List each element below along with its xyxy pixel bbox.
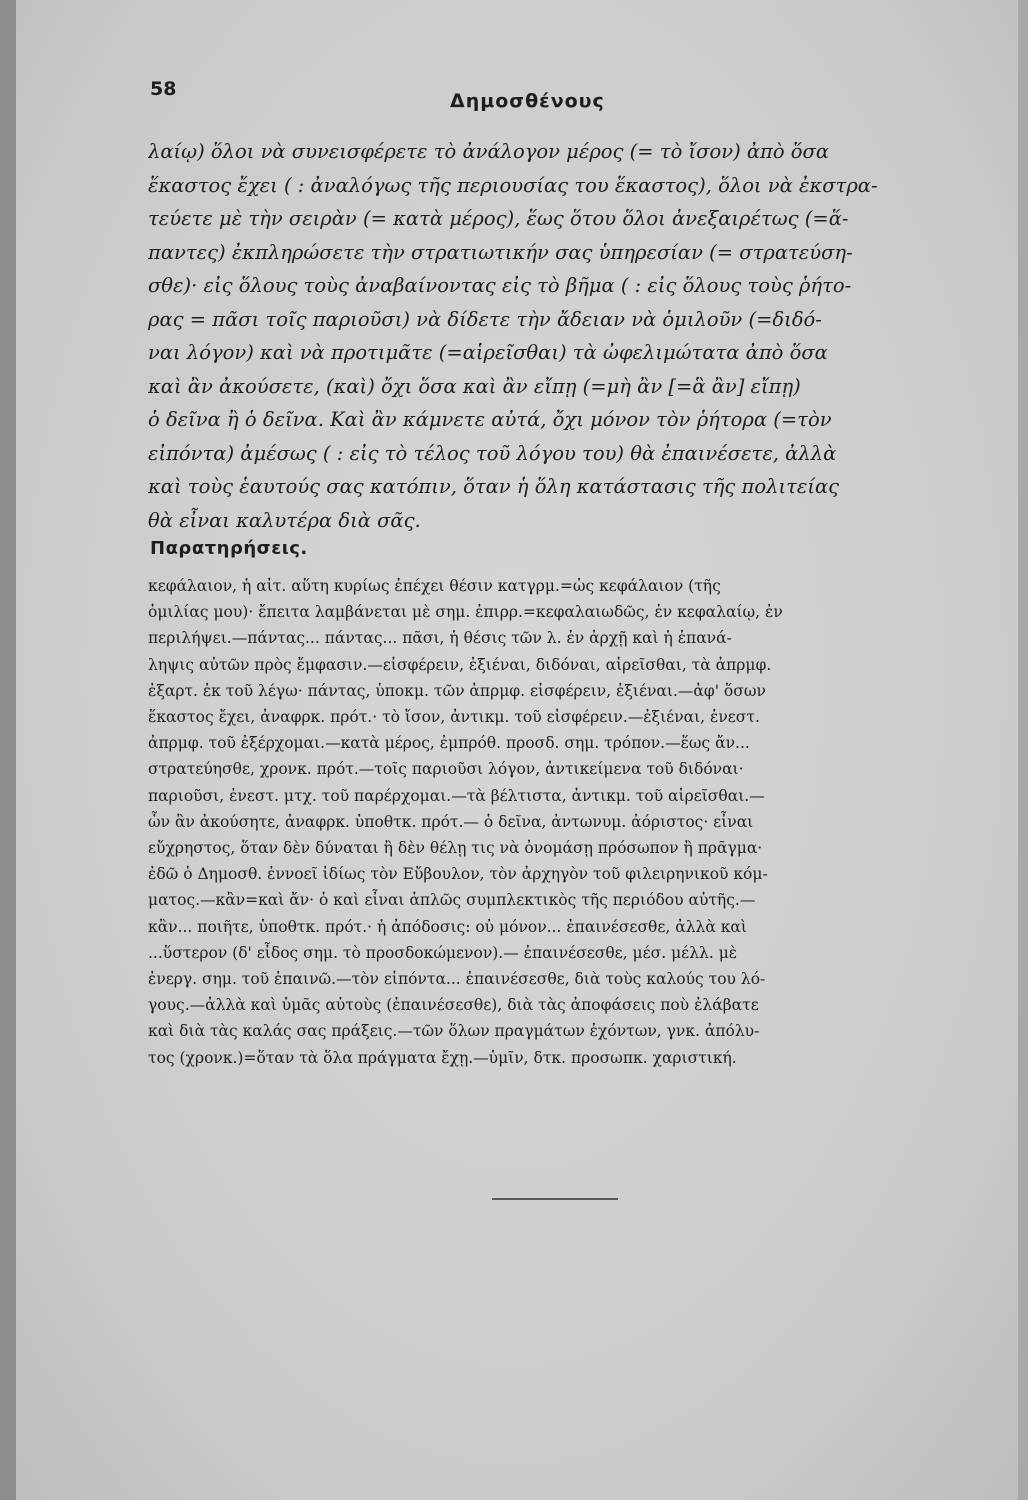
notes-line: ἐδῶ ὁ Δημοσθ. ἐννοεῖ ἰδίως τὸν Εὔβουλον, τὸν ἀρχηγὸν τοῦ φιλειρηνικοῦ κόμ-: [148, 865, 768, 884]
section-title: Παρατηρήσεις.: [150, 538, 308, 559]
main-text-line: τεύετε μὲ τὴν σειρὰν (= κατὰ μέρος), ἕως ὅτου ὅλοι ἀνεξαιρέτως (=ἅ-: [148, 207, 849, 230]
main-text-line: ὁ δεῖνα ἢ ὁ δεῖνα. Καὶ ἂν κάμνετε αὐτά, ὄχι μόνον τὸν ῥήτορα (=τὸν: [148, 408, 832, 431]
notes-line: γους.—ἀλλὰ καὶ ὑμᾶς αὐτοὺς (ἐπαινέσεσθε), διὰ τὰς ἀποφάσεις ποὺ ἐλάβατε: [148, 996, 759, 1015]
running-head: Δημοσθένους: [450, 90, 605, 112]
page-number: 58: [150, 78, 177, 100]
notes-line: κεφάλαιον, ἡ αἰτ. αὕτη κυρίως ἐπέχει θέσιν κατγρμ.=ὡς κεφάλαιον (τῆς: [148, 577, 721, 595]
notes-line: ἐνεργ. σημ. τοῦ ἐπαινῶ.—τὸν εἰπόντα... ἐπαινέσεσθε, διὰ τοὺς καλούς του λό-: [148, 970, 766, 989]
main-text-line: εἰπόντα) ἀμέσως ( : εἰς τὸ τέλος τοῦ λόγου του) θὰ ἐπαινέσετε, ἀλλὰ: [148, 441, 837, 465]
notes-line: παριοῦσι, ἐνεστ. μτχ. τοῦ παρέρχομαι.—τὰ βέλτιστα, ἀντικμ. τοῦ αἱρεῖσθαι.—: [148, 786, 765, 805]
main-text-line: ἕκαστος ἔχει ( : ἀναλόγως τῆς περιουσίας του ἕκαστος), ὅλοι νὰ ἐκστρα-: [148, 173, 878, 197]
page-left-edge: [0, 0, 16, 1500]
notes-line: εὔχρηστος, ὅταν δὲν δύναται ἢ δὲν θέλῃ τις νὰ ὀνομάσῃ πρόσωπον ἢ πρᾶγμα·: [148, 839, 763, 858]
main-text-line: ναι λόγον) καὶ νὰ προτιμᾶτε (=αἱρεῖσθαι) τὰ ὠφελιμώτατα ἀπὸ ὅσα: [148, 341, 828, 364]
notes-line: ἐξαρτ. ἐκ τοῦ λέγω· πάντας, ὑποκμ. τῶν ἀπρμφ. εἰσφέρειν, ἐξιέναι.—ἀφ' ὅσων: [148, 681, 766, 700]
notes-line: ὧν ἂν ἀκούσητε, ἀναφρκ. ὑποθτκ. πρότ.— ὁ δεῖνα, ἀντωνυμ. ἀόριστος· εἶναι: [148, 812, 754, 831]
notes-line: ματος.—κἂν=καὶ ἄν· ὁ καὶ εἶναι ἁπλῶς συμπλεκτικὸς τῆς περιόδου αὐτῆς.—: [148, 891, 756, 910]
notes-line: ὁμιλίας μου)· ἔπειτα λαμβάνεται μὲ σημ. ἐπιρρ.=κεφαλαιωδῶς, ἐν κεφαλαίῳ, ἐν: [148, 603, 783, 622]
notes-line: ληψις αὐτῶν πρὸς ἔμφασιν.—εἰσφέρειν, ἐξιέναι, διδόναι, αἱρεῖσθαι, τὰ ἀπρμφ.: [148, 655, 772, 674]
end-rule: [492, 1198, 618, 1200]
main-text: [148, 135, 983, 537]
notes-line: ἕκαστος ἔχει, ἀναφρκ. πρότ.· τὸ ἴσον, ἀντικμ. τοῦ εἰσφέρειν.—ἐξιέναι, ἐνεστ.: [148, 708, 760, 727]
main-text-line: καὶ τοὺς ἑαυτούς σας κατόπιν, ὅταν ἡ ὅλη κατάστασις τῆς πολιτείας: [148, 475, 840, 498]
notes-line: περιλήψει.—πάντας... πάντας... πᾶσι, ἡ θέσις τῶν λ. ἐν ἀρχῇ καὶ ἡ ἐπανά-: [148, 629, 732, 648]
main-text-line: καὶ ἂν ἀκούσετε, (καὶ) ὄχι ὅσα καὶ ἂν εἴπῃ (=μὴ ἂν [=ἃ ἂν] εἴπῃ): [148, 374, 801, 398]
notes-line: ἀπρμφ. τοῦ ἐξέρχομαι.—κατὰ μέρος, ἐμπρόθ. προσδ. σημ. τρόπον.—ἕως ἄν...: [148, 734, 750, 753]
notes-line: κἂν... ποιῆτε, ὑποθτκ. πρότ.· ἡ ἀπόδοσις: οὐ μόνον... ἐπαινέσεσθε, ἀλλὰ καὶ: [148, 917, 747, 936]
page-right-edge: [1018, 0, 1028, 1500]
main-text-line: σθε)· εἰς ὅλους τοὺς ἀναβαίνοντας εἰς τὸ βῆμα ( : εἰς ὅλους τοὺς ῥήτο-: [148, 274, 852, 297]
notes-line: ...ὕστερον (δ' εἶδος σημ. τὸ προσδοκώμενον).— ἐπαινέσεσθε, μέσ. μέλλ. μὲ: [148, 943, 738, 962]
notes-line: καὶ διὰ τὰς καλάς σας πράξεις.—τῶν ὅλων πραγμάτων ἐχόντων, γνκ. ἀπόλυ-: [148, 1022, 760, 1041]
notes-line: τος (χρονκ.)=ὅταν τὰ ὅλα πράγματα ἔχῃ.—ὑμῖν, δτκ. προσωπκ. χαριστική.: [148, 1048, 737, 1067]
notes-text: [148, 573, 983, 1071]
notes-line: στρατεύησθε, χρονκ. πρότ.—τοῖς παριοῦσι λόγον, ἀντικείμενα τοῦ διδόναι·: [148, 760, 744, 779]
main-text-line: λαίῳ) ὅλοι νὰ συνεισφέρετε τὸ ἀνάλογον μέρος (= τὸ ἴσον) ἀπὸ ὅσα: [148, 140, 830, 163]
main-text-line: θὰ εἶναι καλυτέρα διὰ σᾶς.: [148, 508, 421, 532]
main-text-line: παντες) ἐκπληρώσετε τὴν στρατιωτικήν σας ὑπηρεσίαν (= στρατεύση-: [148, 240, 853, 264]
main-text-line: ρας = πᾶσι τοῖς παριοῦσι) νὰ δίδετε τὴν ἄδειαν νὰ ὁμιλοῦν (=διδό-: [148, 307, 822, 331]
